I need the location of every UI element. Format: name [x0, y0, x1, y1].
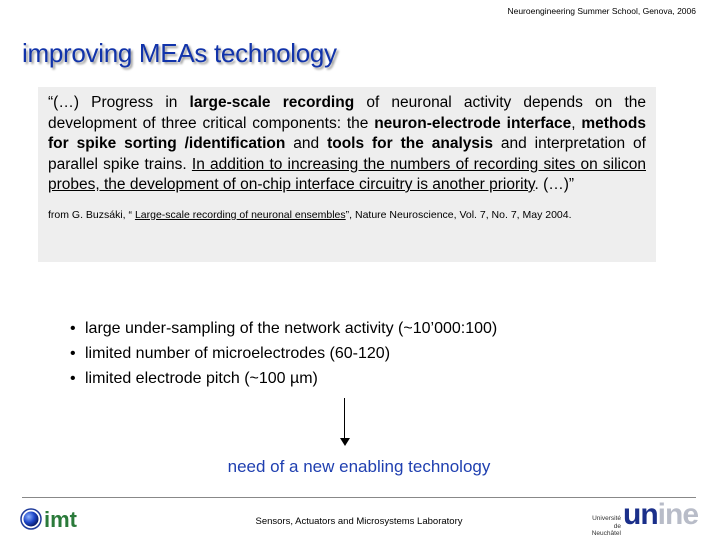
- quote-text: [48, 93, 646, 196]
- unine-wordmark-text: [623, 498, 698, 531]
- footer-lab-name: Sensors, Actuators and Microsystems Laboratory: [255, 516, 463, 527]
- bullet-list: [70, 316, 497, 391]
- quote-underlined-priority: In addition to increasing the numbers of recording sites on silicon probes, the development of on-chip interface circuitry is another priority: [48, 155, 646, 193]
- conclusion-text: need of a new enabling technology: [227, 457, 491, 476]
- quote-segment: and: [285, 135, 328, 152]
- source-prefix: from G. Buzsáki, “: [48, 208, 135, 221]
- slide-title: improving MEAs technology: [22, 38, 337, 68]
- quote-segment: “(…) Progress in: [48, 94, 190, 111]
- bullet-item: • limited electrode pitch (~100 µm): [70, 366, 497, 391]
- unine-small-line: de Neuchâtel: [591, 522, 621, 537]
- source-title-link[interactable]: Large-scale recording of neuronal ensembles: [134, 208, 346, 221]
- unine-small-line: Université: [592, 515, 621, 522]
- quote-bold-large-scale-recording: large-scale recording: [189, 94, 355, 111]
- unine-wordmark-part-blue: un: [623, 498, 658, 531]
- quote-segment: and interpretation of parallel spike trains.: [48, 135, 646, 173]
- quote-bold-analysis-tools: tools for the analysis: [327, 135, 493, 152]
- down-arrow-icon: [340, 438, 350, 446]
- quote-segment: . (…)”: [534, 176, 575, 193]
- header-note: Neuroengineering Summer School, Genova, 2006: [507, 6, 696, 16]
- unine-small-text: [585, 515, 621, 538]
- quote-segment: ,: [571, 114, 582, 132]
- quote-bold-spike-sorting: methods for spike sorting /identification: [48, 114, 646, 152]
- unine-wordmark-part-grey: ine: [657, 498, 699, 531]
- quote-source: [48, 209, 646, 221]
- quote-bold-neuron-electrode-interface: neuron-electrode interface: [374, 114, 572, 132]
- imt-logo-text: imt: [44, 507, 77, 532]
- bullet-item: • large under-sampling of the network activity (~10’000:100): [70, 316, 497, 341]
- quote-box: [38, 87, 656, 262]
- footer-divider: [22, 497, 696, 498]
- bullet-item: • limited number of microelectrodes (60-120): [70, 341, 497, 366]
- quote-segment: of neuronal activity depends on the development of three critical components: the: [48, 94, 646, 132]
- down-arrow-shaft: [344, 398, 345, 442]
- source-suffix: ”, Nature Neuroscience, Vol. 7, No. 7, May 2004.: [345, 208, 572, 221]
- unine-logo: [585, 498, 700, 537]
- unine-wordmark: [623, 498, 698, 532]
